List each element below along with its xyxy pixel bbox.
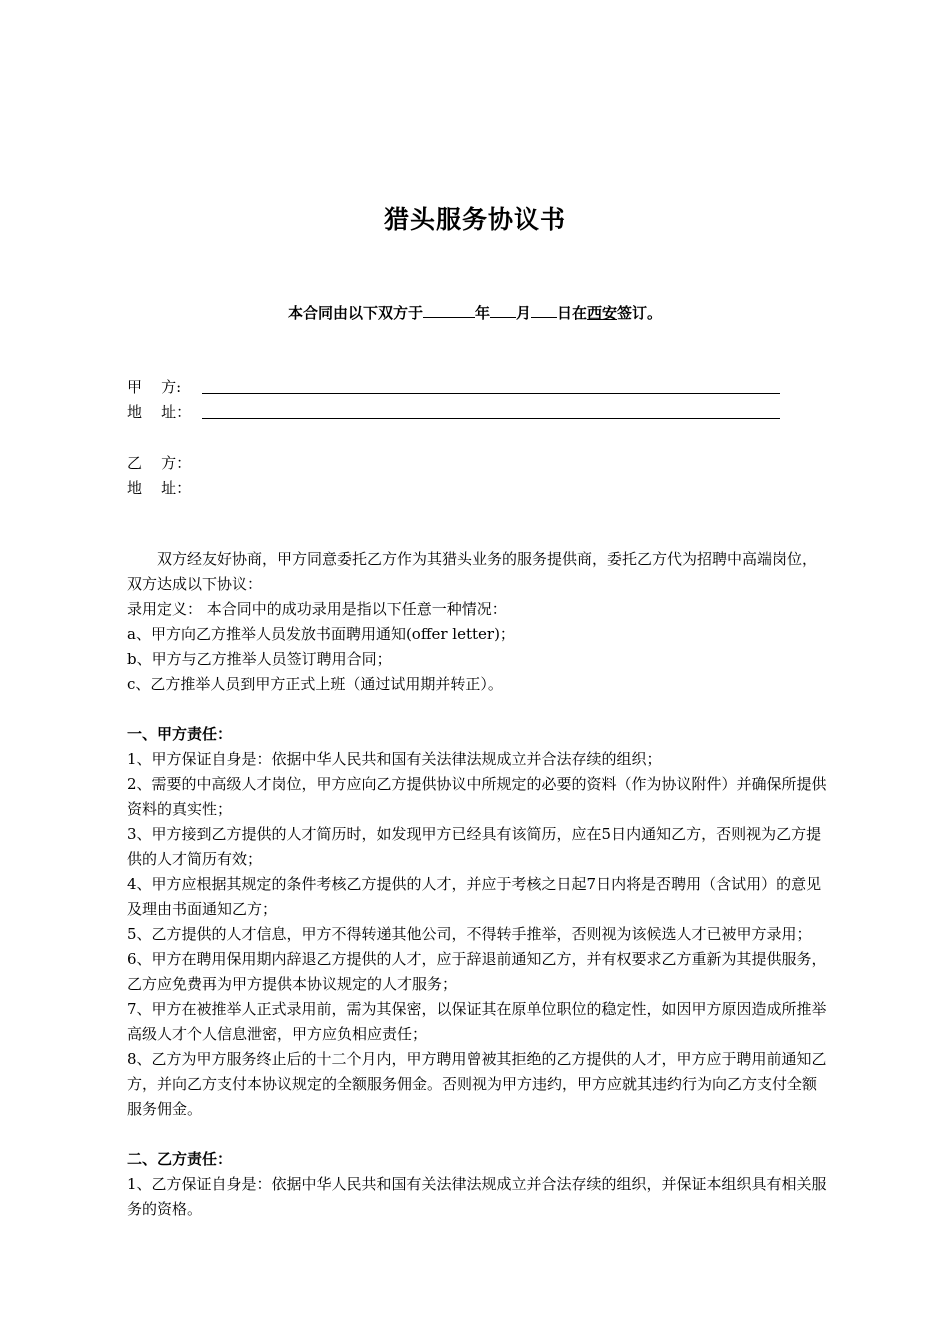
party-a-address-label: 地 址： bbox=[127, 403, 192, 421]
agreement-body bbox=[127, 547, 827, 1222]
sign-month: 月 bbox=[515, 304, 531, 322]
definition-item: c、乙方推举人员到甲方正式上班（通过试用期并转正）。 bbox=[127, 675, 503, 693]
party-a-address-blank[interactable] bbox=[202, 418, 780, 419]
section2-heading: 二、乙方责任： bbox=[127, 1150, 233, 1168]
section1-item: 6、甲方在聘用保用期内辞退乙方提供的人才，应于辞退前通知乙方，并有权要求乙方重新为其提供服务，乙方应免费再为甲方提供本协议规定的人才服务； bbox=[127, 950, 827, 993]
party-b-label: 乙 方： bbox=[127, 454, 192, 472]
party-b-field bbox=[127, 453, 197, 473]
document-title: 猎头服务协议书 bbox=[383, 205, 566, 234]
section1-item: 1、甲方保证自身是：依据中华人民共和国有关法律法规成立并合法存续的组织； bbox=[127, 750, 662, 768]
intro-paragraph: 双方经友好协商，甲方同意委托乙方作为其猎头业务的服务提供商，委托乙方代为招聘中高端岗位，双方达成以下协议： bbox=[127, 550, 818, 593]
section1-item: 3、甲方接到乙方提供的人才简历时，如发现甲方已经具有该简历，应在5日内通知乙方，否则视为乙方提供的人才简历有效； bbox=[127, 825, 822, 868]
sign-day-in: 日在 bbox=[557, 304, 588, 322]
definition-title: 录用定义： 本合同中的成功录用是指以下任意一种情况： bbox=[127, 600, 507, 618]
sign-suffix: 签订。 bbox=[617, 304, 663, 322]
party-a-address-field bbox=[127, 402, 197, 422]
section1-heading: 一、甲方责任： bbox=[127, 725, 233, 743]
section1-item: 8、乙方为甲方服务终止后的十二个月内，甲方聘用曾被其拒绝的乙方提供的人才，甲方应于聘用前通知乙方，并向乙方支付本协议规定的全额服务佣金。否则视为甲方违约，甲方应就其违约行为向乙方支付全额服务佣金。 bbox=[127, 1050, 827, 1118]
party-a-label: 甲 方: bbox=[127, 378, 182, 396]
section1-item: 4、甲方应根据其规定的条件考核乙方提供的人才，并应于考核之日起7日内将是否聘用（含试用）的意见及理由书面通知乙方； bbox=[127, 875, 822, 918]
day-blank[interactable] bbox=[531, 303, 557, 318]
section1-item: 5、乙方提供的人才信息，甲方不得转递其他公司，不得转手推举，否则视为该候选人才已被甲方录用； bbox=[127, 925, 812, 943]
definition-item: b、甲方与乙方推举人员签订聘用合同； bbox=[127, 650, 392, 668]
section1-item: 2、需要的中高级人才岗位，甲方应向乙方提供协议中所规定的必要的资料（作为协议附件）并确保所提供资料的真实性； bbox=[127, 775, 827, 818]
year-blank[interactable] bbox=[423, 303, 475, 318]
sign-year: 年 bbox=[474, 304, 490, 322]
month-blank[interactable] bbox=[490, 303, 516, 318]
party-b-address-label: 地 址： bbox=[127, 479, 192, 497]
party-b-address-field bbox=[127, 478, 197, 498]
section2-item: 1、乙方保证自身是：依据中华人民共和国有关法律法规成立并合法存续的组织，并保证本组织具有相关服务的资格。 bbox=[127, 1175, 827, 1218]
sign-city: 西安 bbox=[587, 304, 618, 322]
party-a-field bbox=[127, 377, 197, 397]
sign-prefix: 本合同由以下双方于 bbox=[287, 304, 423, 322]
section1-item: 7、甲方在被推举人正式录用前，需为其保密，以保证其在原单位职位的稳定性，如因甲方原因造成所推举高级人才个人信息泄密，甲方应负相应责任； bbox=[127, 1000, 827, 1043]
party-a-blank[interactable] bbox=[202, 393, 780, 394]
definition-item: a、甲方向乙方推举人员发放书面聘用通知(offer letter)； bbox=[127, 625, 515, 643]
signing-statement bbox=[0, 302, 950, 323]
